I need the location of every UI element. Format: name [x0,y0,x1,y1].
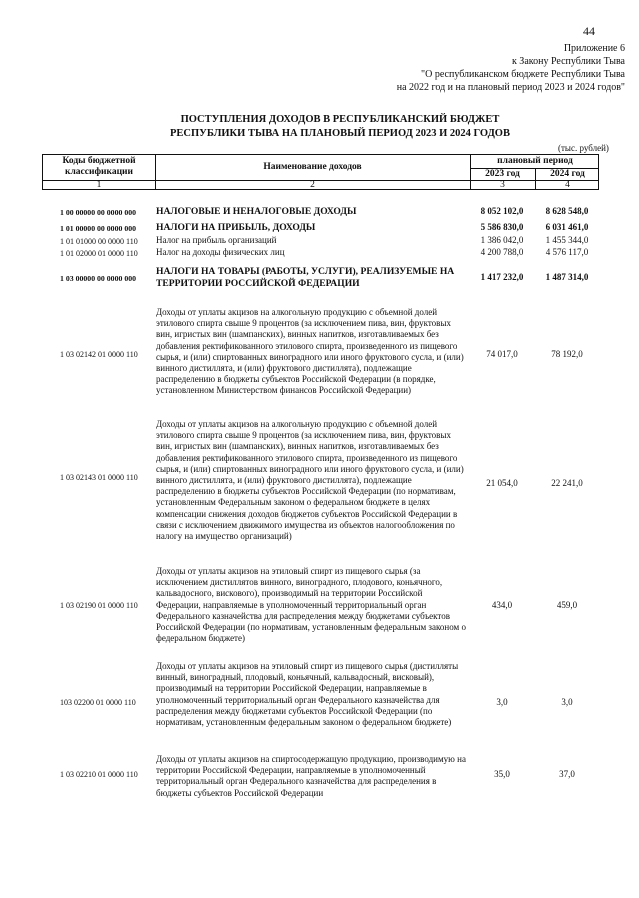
row-code: 1 00 00000 00 0000 000 [60,208,137,217]
header-2023: 2023 год [485,169,520,179]
row-value-2024: 1 487 314,0 [545,272,589,282]
row-name: Доходы от уплаты акцизов на алкогольную продукцию с объемной долей этилового спирта свыше 9 процентов (за исключением пива, вин, фруктовых вин, игристых вин (шампанских), винных напитков, изготавливаемых без добавления ректификованного этилового спирта, произведенного из пищевого сырья, и (или) спиртованных виноградного или иного фруктового сусла, и (или) винного дистиллята, и (или) фруктового дистиллята), подлежащие распределению в бюджеты субъектов Российской Федерации (по нормативам, установленным Федеральным законом о федеральном бюджете в целях компенсации снижения доходов бюджетов субъектов Российской Федерации в связи с исключением движимого имущества из объектов налогообложения по налогу на имущество организаций) [156,419,464,542]
header-name: Наименование доходов [263,162,362,172]
row-value-2024: 22 241,0 [551,478,583,488]
row-name: НАЛОГИ НА ПРИБЫЛЬ, ДОХОДЫ [156,222,316,233]
row-name: НАЛОГИ НА ТОВАРЫ (РАБОТЫ, УСЛУГИ), РЕАЛИЗУЕМЫЕ НА ТЕРРИТОРИИ РОССИЙСКОЙ ФЕДЕРАЦИИ [156,266,455,289]
row-code: 1 01 01000 00 0000 110 [60,237,138,246]
row-code: 1 01 02000 01 0000 110 [60,249,138,258]
row-code: 1 03 02142 01 0000 110 [60,350,138,359]
appendix-line: Приложение 6 [563,43,625,54]
row-code: 1 03 02143 01 0000 110 [60,473,138,482]
appendix-line: на 2022 год и на плановый период 2023 и 2024 годов" [396,82,625,93]
row-value-2024: 3,0 [561,697,573,707]
header-num-1: 1 [96,180,102,190]
row-value-2023: 21 054,0 [486,478,518,488]
table-header [42,154,599,190]
row-value-2024: 1 455 344,0 [545,235,589,245]
appendix-line: "О республиканском бюджете Республики Тыва [421,69,625,80]
row-value-2023: 1 417 232,0 [480,272,524,282]
title-line: ПОСТУПЛЕНИЯ ДОХОДОВ В РЕСПУБЛИКАНСКИЙ БЮДЖЕТ [180,114,500,125]
row-name: Налог на доходы физических лиц [156,247,285,257]
row-value-2023: 3,0 [496,697,508,707]
appendix-line: к Закону Республики Тыва [511,56,625,67]
header-num-4: 4 [565,180,570,190]
row-name: Налог на прибыль организаций [156,235,277,245]
row-name: Доходы от уплаты акцизов на алкогольную продукцию с объемной долей этилового спирта свыше 9 процентов (за исключением пива, вин, фруктовых вин, игристых вин (шампанских), винных напитков, изготавливаемых без добавления ректификованного этилового спирта, произведенного из пищевого сырья, и (или) спиртованных виноградного или иного фруктового сусла, и (или) винного дистиллята, и (или) фруктового дистиллята), подлежащие распределению в бюджеты субъектов Российской Федерации (в порядке, установленном Министерством финансов Российской Федерации) [156,307,464,396]
row-name: Доходы от уплаты акцизов на этиловый спирт из пищевого сырья (дистилляты винный, виноградный, плодовый, коньячный, кальвадосный, висковый), производимый на территории Российской Федерации, направляемые в уполномоченный территориальный орган Федерального казначейства для распределения между бюджетами субъектов Российской Федерации (по нормативам, установленным федеральным законом о федеральном бюджете) [156,661,459,728]
page-number: 44 [583,24,595,38]
row-name: Доходы от уплаты акцизов на этиловый спирт из пищевого сырья (за исключением дистиллятов винного, виноградного, плодового, коньячного, кальвадосного, вискового), производимый на территории Российской Федерации, направляемые в уполномоченный территориальный орган Федерального казначейства для распределения между бюджетами субъектов Российской Федерации (по нормативам, установленным федеральным законом о федеральном бюджете) [156,566,466,644]
row-value-2023: 35,0 [494,769,510,779]
row-code: 1 01 00000 00 0000 000 [60,224,137,233]
row-code: 1 03 00000 00 0000 000 [60,274,137,283]
row-value-2024: 37,0 [559,769,575,779]
row-value-2023: 434,0 [491,600,513,610]
row-value-2023: 8 052 102,0 [480,206,524,216]
title-line: РЕСПУБЛИКИ ТЫВА НА ПЛАНОВЫЙ ПЕРИОД 2023 И 2024 ГОДОВ [170,128,510,139]
row-value-2023: 4 200 788,0 [480,247,524,257]
row-code: 103 02200 01 0000 110 [60,698,136,707]
row-code: 1 03 02210 01 0000 110 [60,770,138,779]
row-value-2024: 78 192,0 [551,349,583,359]
header-codes: Коды бюджетной классификации [62,156,136,177]
row-value-2023: 5 586 830,0 [480,222,524,232]
appendix-reference [397,42,625,94]
units-label: (тыс. рублей) [558,143,609,153]
header-num-3: 3 [500,180,505,190]
row-value-2024: 6 031 461,0 [545,222,589,232]
row-value-2024: 4 576 117,0 [545,247,589,257]
header-plan-period: плановый период [497,156,573,166]
row-code: 1 03 02190 01 0000 110 [60,601,138,610]
header-num-2: 2 [310,180,315,190]
row-name: Доходы от уплаты акцизов на спиртосодержащую продукцию, производимую на территории Российской Федерации, направляемые в уполномоченный территориальный орган Федерального казначейства для распределения в бюджеты субъектов Российской Федерации [156,754,466,798]
row-value-2023: 1 386 042,0 [480,235,524,245]
row-value-2024: 8 628 548,0 [545,206,589,216]
row-value-2023: 74 017,0 [486,349,518,359]
row-value-2024: 459,0 [556,600,578,610]
header-2024: 2024 год [550,169,585,179]
document-title [140,113,540,141]
row-name: НАЛОГОВЫЕ И НЕНАЛОГОВЫЕ ДОХОДЫ [156,206,357,217]
